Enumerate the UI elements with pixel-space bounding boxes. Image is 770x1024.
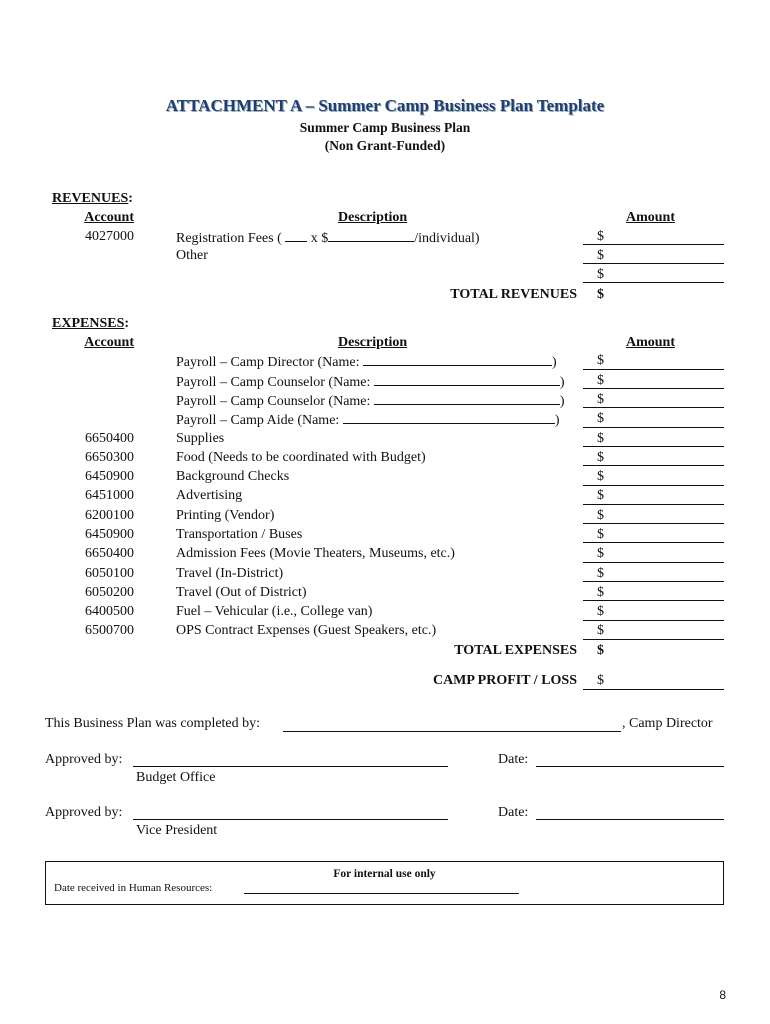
- revenues-col-amount: Amount: [626, 210, 676, 225]
- expense-account: 6050100: [85, 566, 134, 581]
- expense-dollar: $: [597, 585, 604, 600]
- name-blank[interactable]: [374, 373, 560, 386]
- expense-description: Travel (In-District): [176, 566, 284, 581]
- name-blank[interactable]: [363, 353, 552, 366]
- expense-account: 6050200: [85, 585, 134, 600]
- total-revenues-label: TOTAL REVENUES: [450, 287, 577, 302]
- expense-dollar: $: [597, 546, 604, 561]
- expense-amount-field[interactable]: [583, 562, 724, 563]
- expense-amount-field[interactable]: [583, 600, 724, 601]
- expense-description: Advertising: [176, 488, 243, 503]
- total-expenses-dollar: $: [597, 643, 604, 658]
- budget-office-date-line[interactable]: [536, 766, 724, 767]
- expense-account: 6451000: [85, 488, 134, 503]
- expense-account: 6500700: [85, 623, 134, 638]
- expense-amount-field[interactable]: [583, 542, 724, 543]
- expense-amount-field[interactable]: [583, 427, 724, 428]
- payroll-camp-counselor: Payroll – Camp Counselor (Name: ): [176, 375, 565, 390]
- revenue-dollar: $: [597, 267, 604, 282]
- expense-amount-field[interactable]: [583, 407, 724, 408]
- vice-president-date-line[interactable]: [536, 819, 724, 820]
- approved-by-label: Approved by:: [45, 805, 123, 820]
- expense-account: 6450900: [85, 527, 134, 542]
- date-label: Date:: [498, 752, 529, 767]
- expense-dollar: $: [597, 411, 604, 426]
- expense-amount-field[interactable]: [583, 639, 724, 640]
- vice-president-signature-line[interactable]: [133, 819, 448, 820]
- name-blank[interactable]: [374, 392, 560, 405]
- expenses-heading: EXPENSES:: [52, 316, 130, 331]
- revenues-col-account: Account: [84, 210, 134, 225]
- completed-by-signature-line[interactable]: [283, 731, 621, 732]
- budget-office-signature-line[interactable]: [133, 766, 448, 767]
- date-received-line[interactable]: [244, 893, 519, 894]
- expense-amount-field[interactable]: [583, 485, 724, 486]
- payroll-camp-aide: Payroll – Camp Aide (Name: ): [176, 413, 560, 428]
- expense-dollar: $: [597, 488, 604, 503]
- expense-dollar: $: [597, 566, 604, 581]
- revenue-registration-fees: Registration Fees ( x $ /individual): [176, 231, 480, 246]
- revenue-account: 4027000: [85, 229, 134, 244]
- expense-dollar: $: [597, 431, 604, 446]
- total-expenses-label: TOTAL EXPENSES: [454, 643, 577, 658]
- expenses-col-description: Description: [338, 335, 408, 350]
- expense-account: 6450900: [85, 469, 134, 484]
- participants-blank[interactable]: [285, 229, 307, 242]
- revenue-amount-field[interactable]: [583, 244, 724, 245]
- approved-by-label: Approved by:: [45, 752, 123, 767]
- camp-profit-loss-dollar: $: [597, 673, 604, 688]
- page-number: 8: [719, 988, 726, 1002]
- revenue-dollar: $: [597, 248, 604, 263]
- expense-dollar: $: [597, 508, 604, 523]
- revenue-dollar: $: [597, 229, 604, 244]
- expense-dollar: $: [597, 623, 604, 638]
- expense-amount-field[interactable]: [583, 369, 724, 370]
- internal-use-title: For internal use only: [333, 868, 436, 880]
- expense-description: Background Checks: [176, 469, 290, 484]
- expense-amount-field[interactable]: [583, 620, 724, 621]
- expense-description: Supplies: [176, 431, 225, 446]
- camp-profit-loss-label: CAMP PROFIT / LOSS: [432, 673, 577, 688]
- expense-amount-field[interactable]: [583, 388, 724, 389]
- expenses-col-account: Account: [84, 335, 134, 350]
- camp-director-role: , Camp Director: [622, 716, 713, 731]
- expense-account: 6650400: [85, 431, 134, 446]
- expense-amount-field[interactable]: [583, 523, 724, 524]
- revenues-col-description: Description: [338, 210, 408, 225]
- expense-account: 6650400: [85, 546, 134, 561]
- expense-dollar: $: [597, 527, 604, 542]
- expense-dollar: $: [597, 392, 604, 407]
- expense-description: Travel (Out of District): [176, 585, 307, 600]
- expense-dollar: $: [597, 373, 604, 388]
- expense-description: OPS Contract Expenses (Guest Speakers, etc.): [176, 623, 437, 638]
- date-label: Date:: [498, 805, 529, 820]
- document-subtitle: Summer Camp Business Plan: [299, 120, 471, 135]
- camp-profit-loss-field[interactable]: [583, 689, 724, 690]
- fee-blank[interactable]: [328, 229, 414, 242]
- expense-description: Food (Needs to be coordinated with Budget): [176, 450, 426, 465]
- name-blank[interactable]: [343, 411, 555, 424]
- expense-account: 6400500: [85, 604, 134, 619]
- revenue-other: Other: [176, 248, 208, 263]
- revenue-amount-field[interactable]: [583, 263, 724, 264]
- expenses-col-amount: Amount: [626, 335, 676, 350]
- budget-office-role: Budget Office: [136, 770, 216, 785]
- expense-description: Printing (Vendor): [176, 508, 275, 523]
- expense-description: Transportation / Buses: [176, 527, 303, 542]
- document-title: ATTACHMENT A – Summer Camp Business Plan Template: [165, 96, 605, 115]
- expense-amount-field[interactable]: [583, 446, 724, 447]
- expense-amount-field[interactable]: [583, 504, 724, 505]
- expense-dollar: $: [597, 469, 604, 484]
- expense-dollar: $: [597, 604, 604, 619]
- date-received-label: Date received in Human Resources:: [54, 882, 213, 894]
- document-subtitle-note: (Non Grant-Funded): [324, 138, 446, 153]
- payroll-camp-counselor: Payroll – Camp Counselor (Name: ): [176, 394, 565, 409]
- expense-account: 6650300: [85, 450, 134, 465]
- total-revenues-dollar: $: [597, 287, 604, 302]
- vice-president-role: Vice President: [136, 823, 218, 838]
- expense-amount-field[interactable]: [583, 465, 724, 466]
- expense-dollar: $: [597, 353, 604, 368]
- revenue-amount-field[interactable]: [583, 282, 724, 283]
- expense-description: Fuel – Vehicular (i.e., College van): [176, 604, 373, 619]
- completed-by-label: This Business Plan was completed by:: [45, 716, 261, 731]
- revenues-heading: REVENUES:: [52, 191, 133, 206]
- expense-description: Admission Fees (Movie Theaters, Museums, etc.): [176, 546, 455, 561]
- payroll-camp-director: Payroll – Camp Director (Name: ): [176, 355, 557, 370]
- expense-dollar: $: [597, 450, 604, 465]
- expense-account: 6200100: [85, 508, 134, 523]
- expense-amount-field[interactable]: [583, 581, 724, 582]
